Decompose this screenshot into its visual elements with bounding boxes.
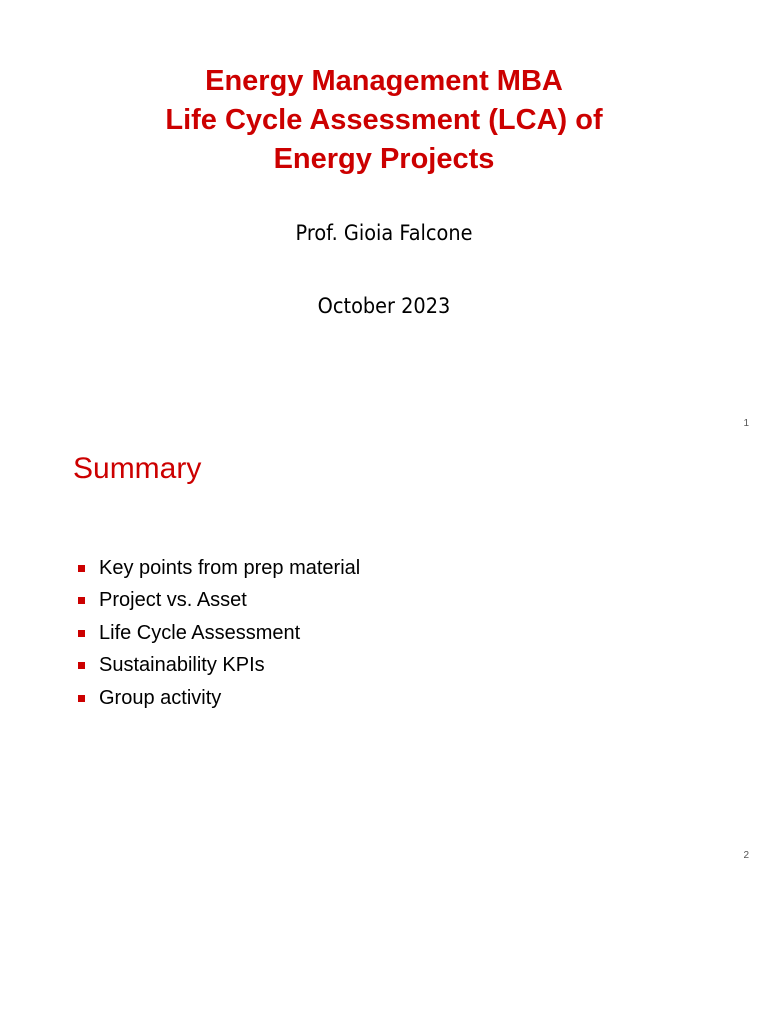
bullet-text: Group activity — [99, 686, 222, 709]
title-line: Energy Management MBA — [205, 65, 563, 97]
square-bullet-icon — [78, 695, 85, 702]
bullet-text: Key points from prep material — [99, 556, 361, 579]
square-bullet-icon — [78, 597, 85, 604]
bullet-item — [78, 682, 360, 715]
bullet-item — [78, 552, 360, 585]
slide-2 — [0, 440, 768, 870]
presentation-date: October 2023 — [317, 294, 451, 318]
slide-1 — [0, 0, 768, 440]
bullet-item — [78, 585, 360, 618]
bullet-item — [78, 617, 360, 650]
bullet-item — [78, 650, 360, 683]
page-number: 2 — [743, 850, 749, 861]
bullet-text: Life Cycle Assessment — [99, 621, 301, 644]
square-bullet-icon — [78, 662, 85, 669]
slide-title — [0, 62, 768, 179]
title-line: Energy Projects — [273, 143, 495, 175]
presenter-name: Prof. Gioia Falcone — [295, 221, 473, 245]
summary-bullet-list — [78, 552, 360, 715]
bullet-text: Project vs. Asset — [99, 589, 247, 612]
bullet-text: Sustainability KPIs — [99, 654, 265, 677]
square-bullet-icon — [78, 630, 85, 637]
page-number: 1 — [743, 418, 749, 429]
square-bullet-icon — [78, 565, 85, 572]
summary-heading: Summary — [73, 452, 202, 485]
title-line: Life Cycle Assessment (LCA) of — [165, 104, 603, 136]
